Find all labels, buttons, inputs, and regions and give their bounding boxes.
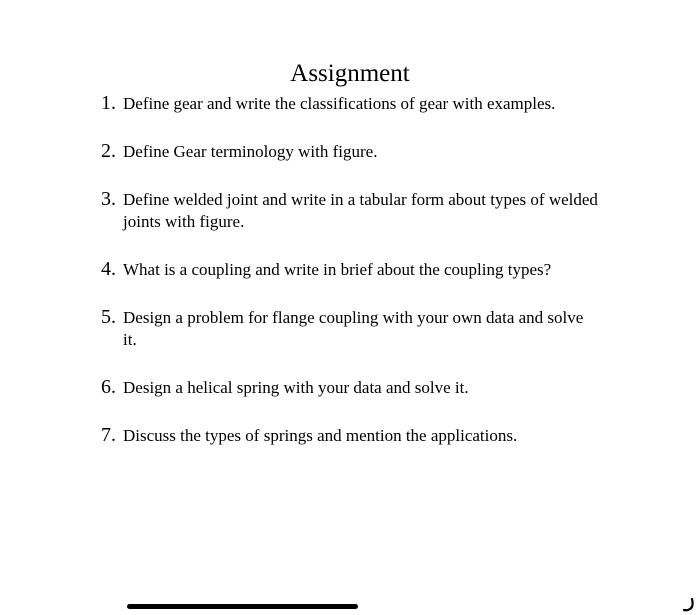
question-text: Define Gear terminology with figure. — [123, 142, 378, 161]
question-item — [101, 305, 601, 351]
question-item — [101, 423, 601, 447]
question-item — [101, 187, 601, 233]
question-text: Define welded joint and write in a tabular form about types of welded joints with figure. — [123, 190, 598, 231]
question-item — [101, 91, 601, 115]
question-number: 1. — [101, 92, 116, 114]
question-text: Design a problem for flange coupling with your own data and solve it. — [123, 308, 584, 349]
question-number: 3. — [101, 188, 116, 210]
question-text: Discuss the types of springs and mention the applications. — [123, 426, 518, 445]
question-item — [101, 375, 601, 399]
question-number: 2. — [101, 140, 116, 162]
question-item — [101, 257, 601, 281]
question-item — [101, 139, 601, 163]
question-number: 4. — [101, 258, 116, 280]
corner-hook-icon — [683, 598, 695, 612]
page-title: Assignment — [290, 60, 410, 87]
question-text: What is a coupling and write in brief about the coupling types? — [123, 260, 552, 279]
question-number: 7. — [101, 424, 116, 446]
question-text: Design a helical spring with your data and solve it. — [123, 378, 469, 397]
home-indicator-bar[interactable] — [127, 604, 358, 609]
question-number: 6. — [101, 376, 116, 398]
question-number: 5. — [101, 306, 116, 328]
question-text: Define gear and write the classifications of gear with examples. — [123, 94, 556, 113]
question-list — [101, 91, 601, 471]
